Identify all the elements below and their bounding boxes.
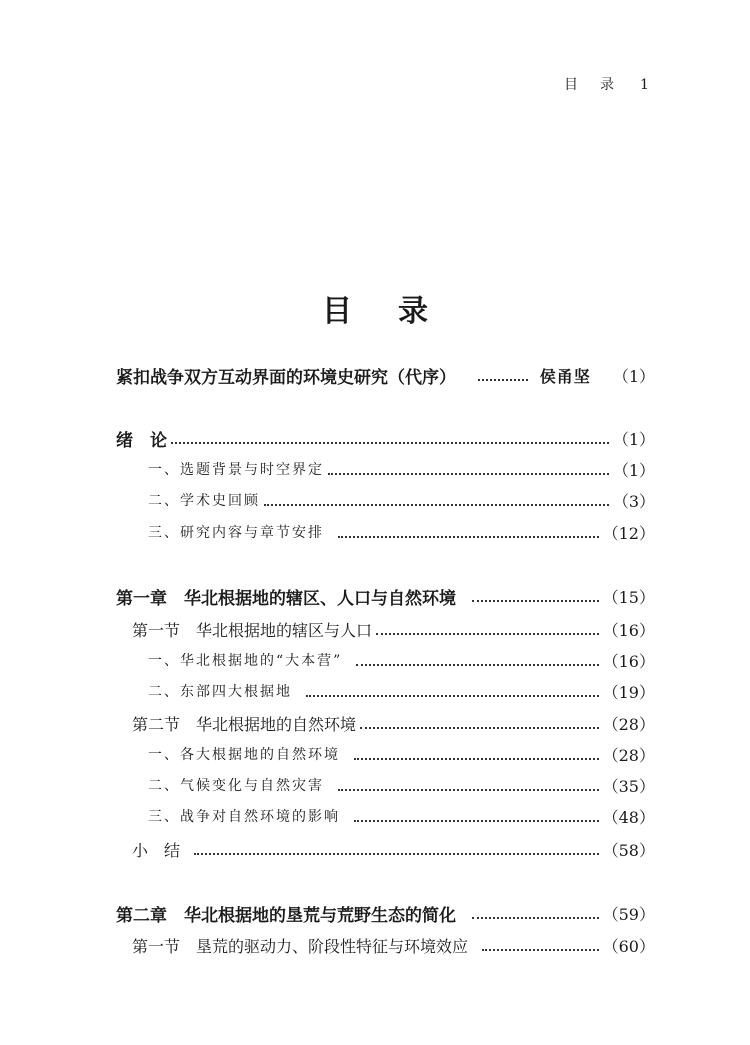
- dot-leader: [472, 917, 599, 919]
- dot-leader: [264, 504, 609, 506]
- dot-leader: [354, 758, 599, 760]
- toc-entry-page: （35）: [602, 776, 655, 796]
- toc-entry-intro-2[interactable]: [148, 487, 655, 513]
- toc-entry-page: （59）: [602, 904, 655, 924]
- dot-leader: [354, 820, 599, 822]
- toc-entry-chapter-1-2-3[interactable]: [148, 803, 655, 829]
- toc-entry-title: 二、东部四大根据地: [148, 684, 292, 700]
- toc-entry-page: （1）: [612, 366, 655, 386]
- toc-entry-intro-3[interactable]: [148, 519, 655, 545]
- page-title-char-2: 录: [398, 294, 428, 329]
- toc-entry-title: 二、气候变化与自然灾害: [148, 778, 324, 794]
- toc-entry-page: （28）: [602, 745, 655, 765]
- dot-leader: [376, 633, 599, 635]
- dot-leader: [482, 949, 599, 951]
- toc-entry-preface[interactable]: [116, 362, 655, 388]
- toc-entry-page: （16）: [602, 651, 655, 671]
- dot-leader: [472, 600, 599, 602]
- toc-entry-title: 绪 论: [116, 430, 167, 451]
- toc-entry-intro[interactable]: [116, 425, 655, 451]
- toc-entry-title: 紧扣战争双方互动界面的环境史研究（代序）: [116, 367, 456, 388]
- dot-leader: [338, 789, 599, 791]
- page-title-char-1: 目: [322, 294, 352, 329]
- toc-entry-title: 一、华北根据地的“大本营”: [148, 653, 343, 669]
- toc-entry-page: （19）: [602, 682, 655, 702]
- toc-entry-title: 第一章 华北根据地的辖区、人口与自然环境: [116, 588, 456, 609]
- toc-entry-page: （58）: [602, 840, 655, 860]
- toc-entry-chapter-1[interactable]: [116, 583, 655, 609]
- toc-entry-title: 三、战争对自然环境的影响: [148, 809, 340, 825]
- toc-entry-page: （12）: [602, 523, 655, 543]
- toc-entry-author: 侯甬坚: [539, 366, 591, 386]
- toc-entry-title: 第二章 华北根据地的垦荒与荒野生态的简化: [116, 905, 456, 926]
- toc-entry-title: 第二节 华北根据地的自然环境: [132, 714, 357, 734]
- toc-entry-page: （28）: [602, 714, 655, 734]
- toc-entry-title: 一、选题背景与时空界定: [148, 462, 324, 478]
- toc-entry-page: （1）: [612, 429, 655, 449]
- dot-leader: [360, 727, 599, 729]
- toc-entry-title: 二、学术史回顾: [148, 493, 260, 509]
- dot-leader: [171, 442, 609, 444]
- toc-entry-page: （1）: [612, 460, 655, 480]
- running-head-label: 目 录: [564, 77, 618, 93]
- toc-entry-title: 第一节 华北根据地的辖区与人口: [132, 620, 373, 640]
- toc-entry-title: 第一节 垦荒的驱动力、阶段性特征与环境效应: [132, 936, 469, 956]
- toc-entry-chapter-2[interactable]: [116, 900, 655, 926]
- dot-leader: [356, 664, 598, 666]
- toc-entry-title: 一、各大根据地的自然环境: [148, 747, 340, 763]
- toc-entry-page: （16）: [602, 620, 655, 640]
- dot-leader: [306, 695, 599, 697]
- toc-entry-chapter-1-2-2[interactable]: [148, 772, 655, 798]
- toc-entry-chapter-1-section-1[interactable]: [132, 616, 655, 642]
- toc-entry-intro-1[interactable]: [148, 456, 655, 482]
- toc-entry-title: 小 结: [132, 840, 181, 860]
- toc-entry-chapter-1-1-2[interactable]: [148, 678, 655, 704]
- toc-entry-chapter-1-1-1[interactable]: [148, 647, 655, 673]
- toc-entry-page: （60）: [602, 936, 655, 956]
- toc-entry-chapter-1-section-2[interactable]: [132, 710, 655, 736]
- dot-leader: [328, 473, 609, 475]
- toc-entry-page: （3）: [612, 491, 655, 511]
- toc-entry-chapter-1-2-1[interactable]: [148, 741, 655, 767]
- toc-entry-chapter-1-summary[interactable]: [132, 836, 655, 862]
- toc-entry-title: 三、研究内容与章节安排: [148, 525, 324, 541]
- dot-leader: [194, 853, 599, 855]
- running-head-page-number: 1: [640, 77, 649, 93]
- toc-entry-page: （15）: [602, 587, 655, 607]
- dot-leader: [338, 536, 599, 538]
- toc-entry-page: （48）: [602, 807, 655, 827]
- dot-leader: [478, 379, 528, 381]
- toc-entry-chapter-2-section-1[interactable]: [132, 932, 655, 958]
